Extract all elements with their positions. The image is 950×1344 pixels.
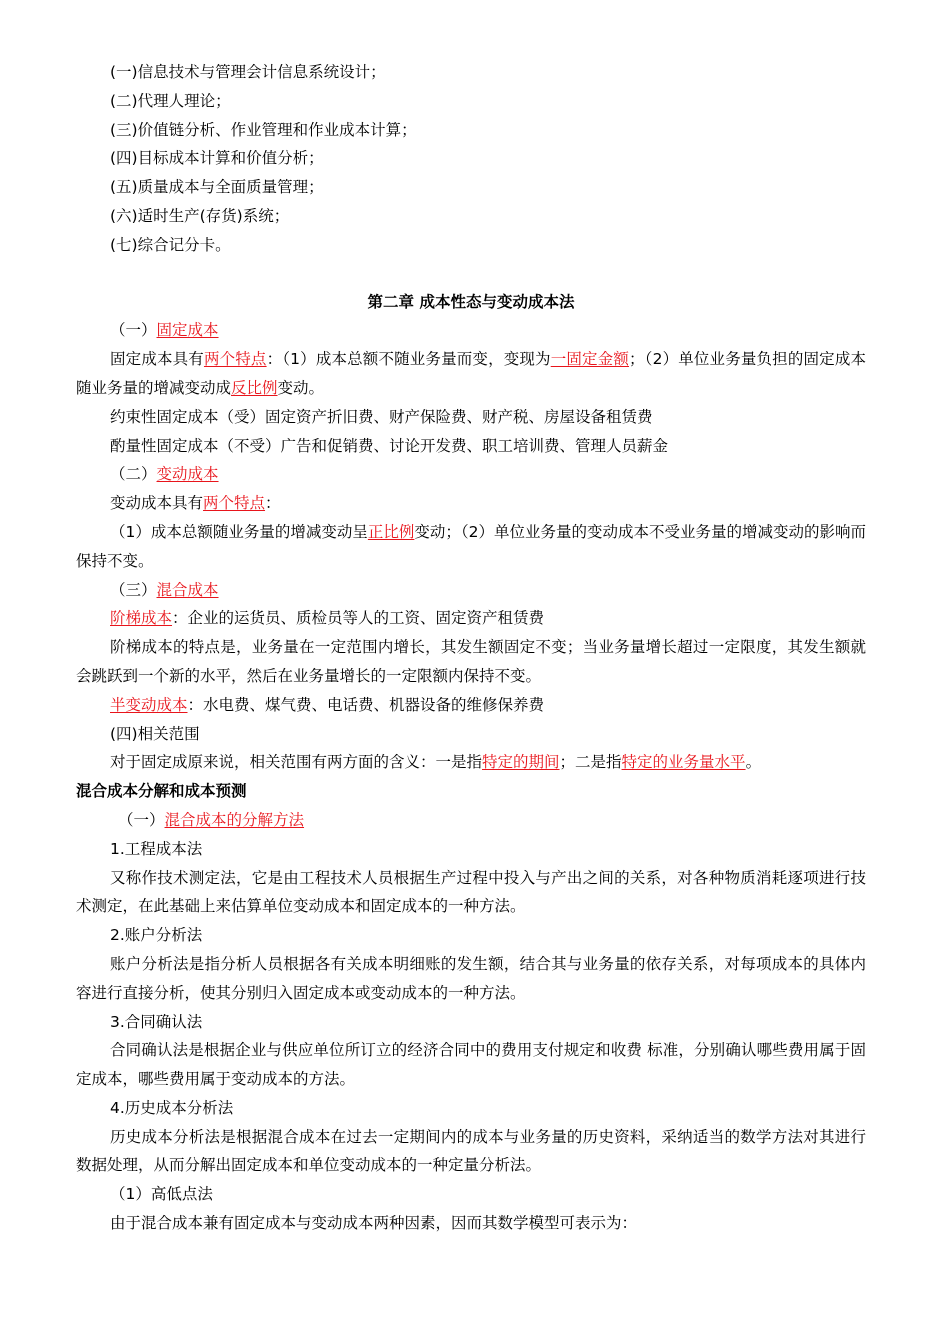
mixed-cost-term: 混合成本 bbox=[156, 580, 219, 599]
method-title: 2.账户分析法 bbox=[110, 926, 203, 945]
text-span: （1）成本总额随业务量的增减变动呈 bbox=[110, 522, 368, 541]
step-cost-description: 阶梯成本的特点是，业务量在一定范围内增长，其发生额固定不变；当业务量增长超过一定限度，其发生额就会跳跃到一个新的水平，然后在业务量增长的一定限额内保持不变。 bbox=[76, 638, 866, 685]
mixed-cost-heading bbox=[76, 576, 866, 605]
list-item: (三)价值链分析、作业管理和作业成本计算； bbox=[110, 120, 417, 139]
text-span: 对于固定成原来说，相关范围有两方面的含义：一是指 bbox=[110, 753, 483, 772]
semi-variable-term: 半变动成本 bbox=[110, 695, 188, 714]
list-item: (六)适时生产(存货)系统； bbox=[110, 206, 290, 225]
highlight-two-traits: 两个特点 bbox=[203, 350, 267, 369]
method-text: 合同确认法是根据企业与供应单位所订立的经济合同中的费用支付规定和收费 标准，分别确认哪些费用属于固定成本，哪些费用属于变动成本的方法。 bbox=[76, 1041, 866, 1089]
highlight-volume: 特定的业务量水平 bbox=[621, 753, 746, 772]
highlight-two-traits: 两个特点 bbox=[203, 494, 266, 513]
list-item: (二)代理人理论； bbox=[110, 91, 231, 110]
step-cost-term: 阶梯成本 bbox=[110, 609, 173, 628]
text-span: ：企业的运货员、质检员等人的工资、固定资产租赁费 bbox=[172, 609, 545, 628]
decomposition-heading bbox=[76, 806, 866, 835]
text-span: 变动；（2）单位业务量的变动成本不受业务量的增减变动的影响而保持不变。 bbox=[76, 522, 867, 570]
text-span: 变动成本具有 bbox=[110, 494, 204, 513]
variable-cost-intro bbox=[76, 489, 866, 518]
fixed-cost-traits bbox=[76, 345, 866, 403]
relevant-range-heading: (四)相关范围 bbox=[110, 724, 200, 743]
list-item: (一)信息技术与管理会计信息系统设计； bbox=[110, 63, 386, 81]
text-span: 固定成本具有 bbox=[110, 350, 204, 369]
highlight-fixed-amount: 一固定金额 bbox=[550, 350, 629, 369]
text-span: ：水电费、煤气费、电话费、机器设备的维修保养费 bbox=[187, 695, 545, 714]
list-item: (五)质量成本与全面质量管理； bbox=[110, 178, 324, 197]
variable-cost-heading bbox=[76, 460, 866, 489]
variable-cost-traits bbox=[76, 518, 866, 576]
document-page bbox=[76, 58, 866, 1238]
text-span: 变动。 bbox=[277, 378, 325, 397]
section-title: 混合成本分解和成本预测 bbox=[76, 782, 247, 801]
method-text: 又称作技术测定法，它是由工程技术人员根据生产过程中投入与产出之间的关系，对各种物质消耗逐项进行技术测定，在此基础上来估算单位变动成本和固定成本的一种方法。 bbox=[76, 868, 866, 916]
text-span: ；二是指 bbox=[559, 753, 622, 772]
intro-list bbox=[76, 58, 866, 260]
highlight-inverse: 反比例 bbox=[231, 378, 278, 397]
text-span: ：（1）成本总额不随业务量而变，变现为 bbox=[266, 350, 551, 369]
text-span: ： bbox=[265, 494, 281, 513]
highlight-proportional: 正比例 bbox=[367, 522, 415, 541]
step-cost-line bbox=[76, 604, 866, 633]
list-item: (四)目标成本计算和价值分析； bbox=[110, 149, 324, 168]
method-title: 3.合同确认法 bbox=[110, 1012, 203, 1031]
sub-method-text: 由于混合成本兼有固定成本与变动成本两种因素，因而其数学模型可表示为： bbox=[110, 1214, 638, 1233]
discretionary-fixed-cost: 酌量性固定成本（不受）广告和促销费、讨论开发费、职工培训费、管理人员薪金 bbox=[110, 436, 669, 455]
committed-fixed-cost: 约束性固定成本（受）固定资产折旧费、财产保险费、财产税、房屋设备租赁费 bbox=[110, 407, 653, 426]
variable-cost-term: 变动成本 bbox=[156, 465, 219, 484]
decomposition-term: 混合成本的分解方法 bbox=[164, 810, 305, 829]
semi-variable-line bbox=[76, 691, 866, 720]
heading-prefix: （二） bbox=[110, 465, 157, 484]
text-span: 。 bbox=[745, 753, 762, 772]
highlight-period: 特定的期间 bbox=[482, 753, 560, 772]
heading-prefix: （一） bbox=[118, 810, 165, 829]
heading-prefix: （一） bbox=[110, 321, 157, 340]
list-item: (七)综合记分卡。 bbox=[110, 235, 231, 254]
text-span: ；（2）单位业务量负担的固定成本随业务量的增减变动成 bbox=[76, 350, 866, 397]
fixed-cost-heading bbox=[76, 316, 866, 345]
method-title: 4.历史成本分析法 bbox=[110, 1098, 234, 1117]
method-text: 账户分析法是指分析人员根据各有关成本明细账的发生额，结合其与业务量的依存关系，对每项成本的具体内容进行直接分析，使其分别归入固定成本或变动成本的一种方法。 bbox=[76, 954, 866, 1002]
sub-method-title: （1）高低点法 bbox=[110, 1185, 213, 1204]
chapter-title: 第二章 成本性态与变动成本法 bbox=[367, 292, 575, 311]
heading-prefix: （三） bbox=[110, 580, 157, 599]
fixed-cost-term: 固定成本 bbox=[156, 321, 219, 340]
method-text: 历史成本分析法是根据混合成本在过去一定期间内的成本与业务量的历史资料，采纳适当的数学方法对其进行数据处理，从而分解出固定成本和单位变动成本的一种定量分析法。 bbox=[76, 1127, 866, 1175]
method-title: 1.工程成本法 bbox=[110, 839, 203, 858]
relevant-range-text bbox=[76, 748, 866, 777]
